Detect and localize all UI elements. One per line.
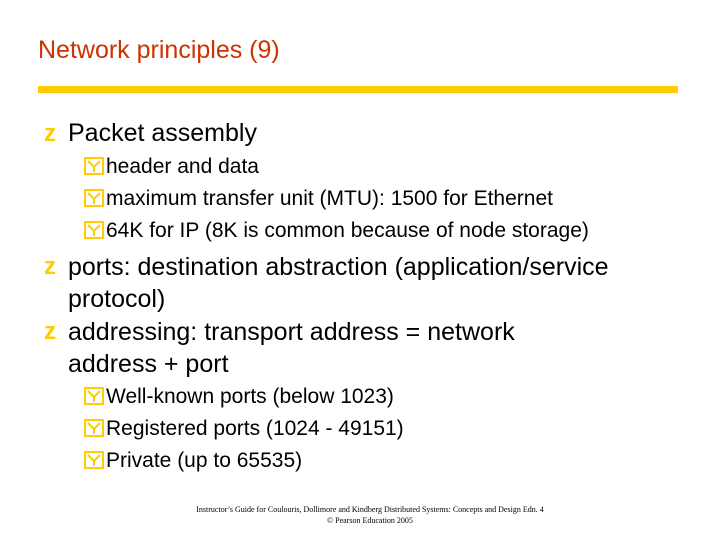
sub-bullet-text: Registered ports (1024 - 49151) xyxy=(106,417,404,440)
footer-line-2: © Pearson Education 2005 xyxy=(327,516,413,525)
sub-bullet-registered xyxy=(84,414,404,444)
z-bullet-icon: z xyxy=(44,120,56,147)
sub-bullet-text: Well-known ports (below 1023) xyxy=(106,385,394,408)
slide-title: Network principles (9) xyxy=(38,36,280,64)
y-checkbox-bullet-icon xyxy=(84,387,104,405)
y-checkbox-bullet-icon xyxy=(84,189,104,207)
sub-bullet-text: header and data xyxy=(106,155,259,178)
sub-bullet-private xyxy=(84,446,302,476)
bullet-text: ports: destination abstraction (application/service protocol) xyxy=(68,253,609,313)
y-checkbox-bullet-icon xyxy=(84,221,104,239)
footer-line-1: Instructor’s Guide for Coulouris, Dollimore and Kindberg Distributed Systems: Concepts and Design Edn. 4 xyxy=(196,505,544,514)
z-bullet-icon: z xyxy=(44,253,56,280)
y-checkbox-bullet-icon xyxy=(84,451,104,469)
sub-bullet-text: maximum transfer unit (MTU): 1500 for Ethernet xyxy=(106,187,553,210)
title-divider xyxy=(38,86,678,93)
sub-bullet-text: Private (up to 65535) xyxy=(106,449,303,472)
bullet-text: Packet assembly xyxy=(68,119,257,147)
slide-footer xyxy=(0,504,720,526)
y-checkbox-bullet-icon xyxy=(84,157,104,175)
y-checkbox-bullet-icon xyxy=(84,419,104,437)
bullet-text: addressing: transport address = network address + port xyxy=(68,318,515,378)
bullet-ports xyxy=(44,251,694,315)
sub-bullet-text: 64K for IP (8K is common because of node storage) xyxy=(106,219,589,242)
sub-bullet-64k xyxy=(84,216,589,246)
bullet-packet-assembly xyxy=(44,117,257,150)
sub-bullet-well-known xyxy=(84,382,394,412)
sub-bullet-mtu xyxy=(84,184,553,214)
z-bullet-icon: z xyxy=(44,318,56,345)
bullet-addressing xyxy=(44,316,694,380)
sub-bullet-header-data xyxy=(84,152,259,182)
